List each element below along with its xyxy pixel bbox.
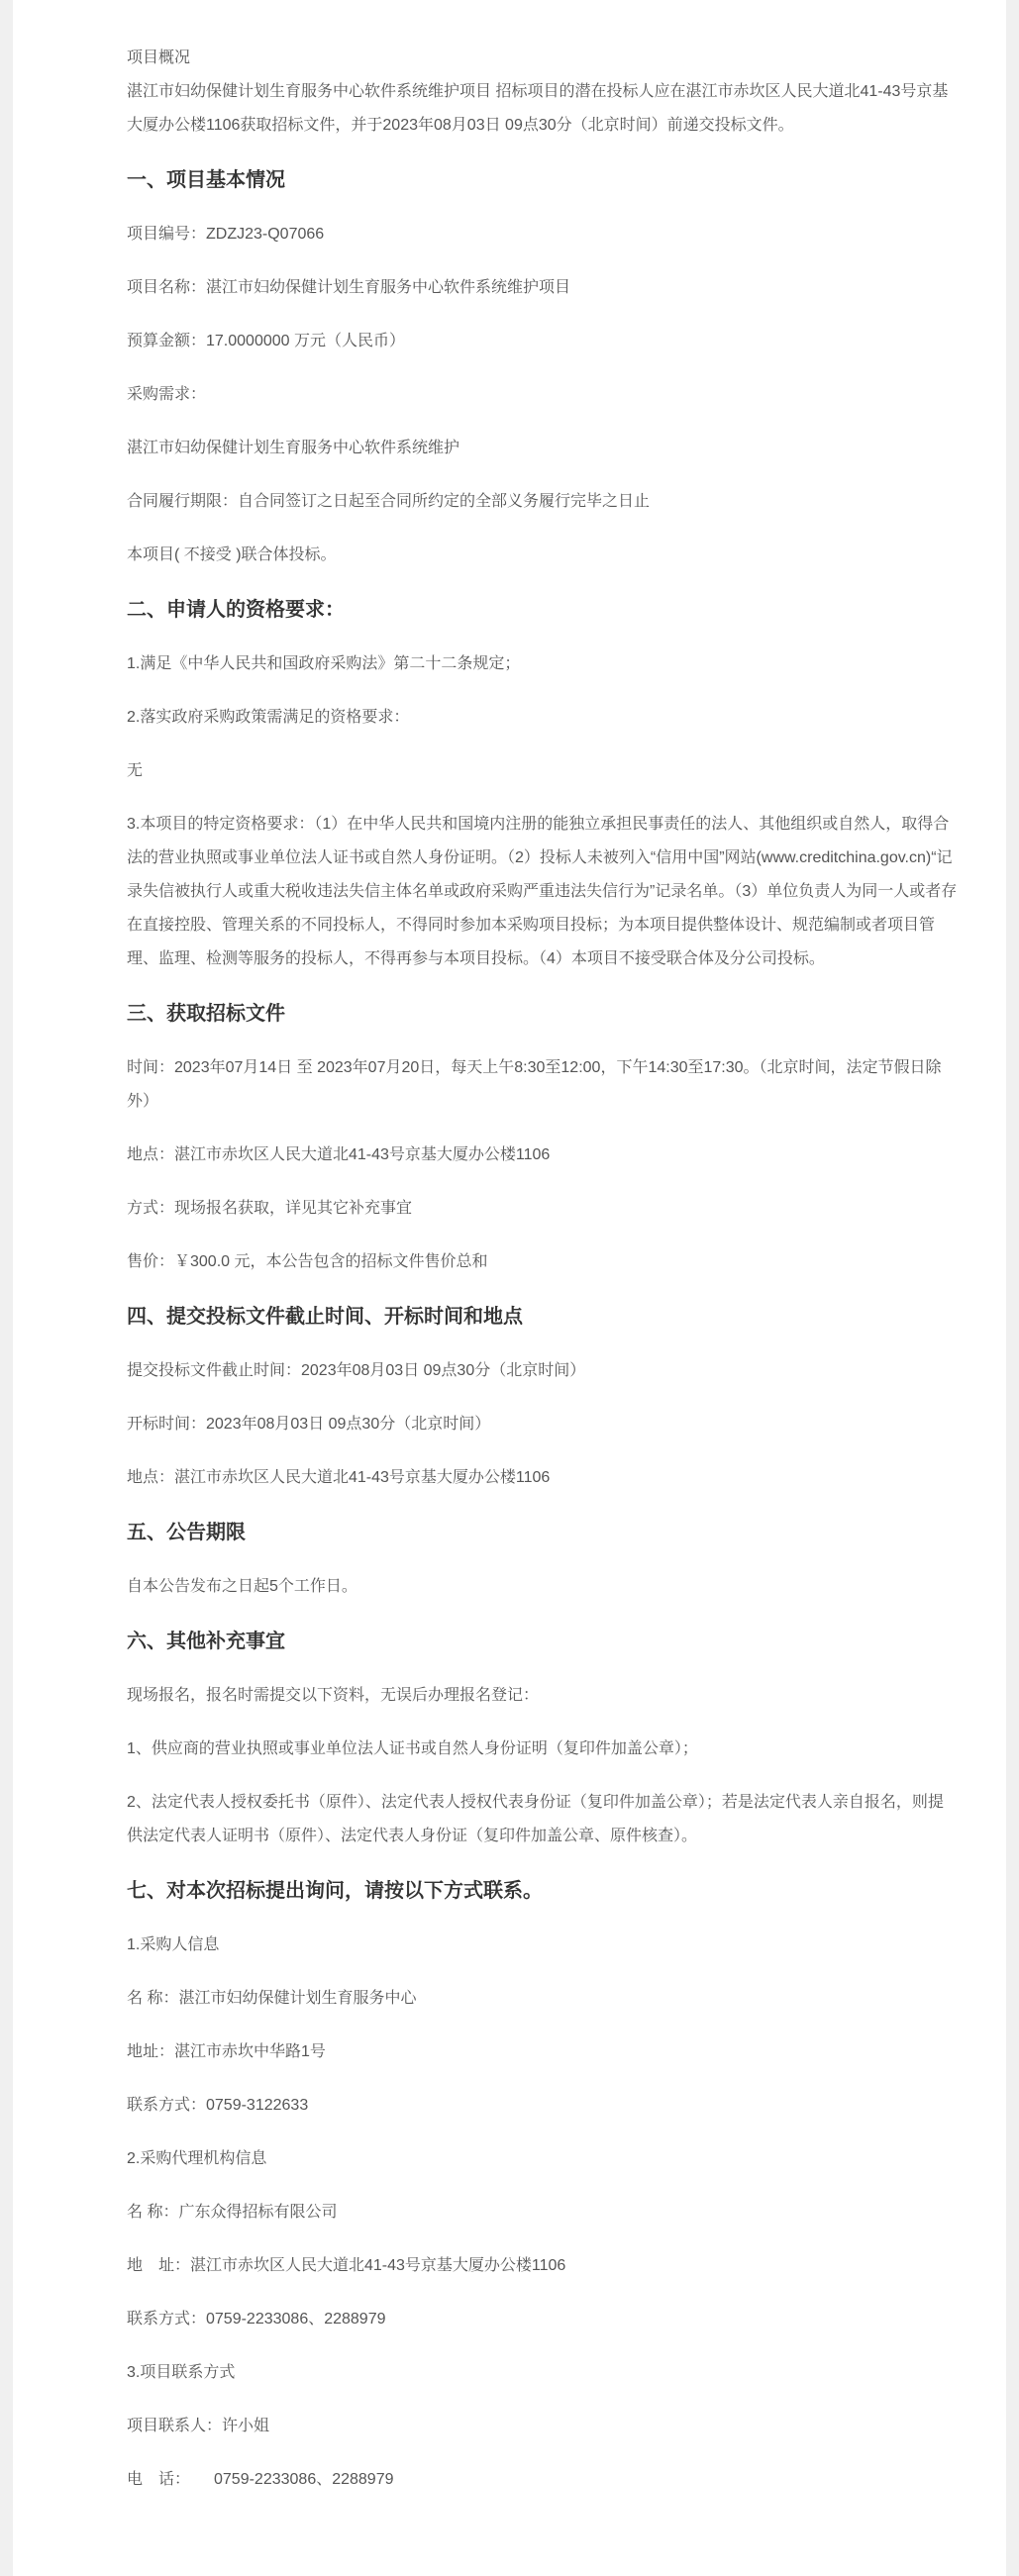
supplementary-item-2: 2、法定代表人授权委托书（原件）、法定代表人授权代表身份证（复印件加盖公章）；若是法定代表人亲自报名，则提供法定代表人证明书（原件）、法定代表人身份证（复印件加盖公章、原件核查）。: [127, 1794, 944, 1844]
contract-term: 合同履行期限：自合同签订之日起至合同所约定的全部义务履行完毕之日止: [127, 493, 651, 510]
announcement-content: [13, 0, 1006, 2576]
overview-text: 湛江市妇幼保健计划生育服务中心软件系统维护项目 招标项目的潜在投标人应在湛江市赤坎区人民大道北41-43号京基大厦办公楼1106获取招标文件，并于2023年08月03日 09点30分（北京时间）前递交投标文件。: [127, 83, 949, 134]
agency-phone: 联系方式：0759-2233086、2288979: [127, 2311, 386, 2328]
project-contact-label: 3.项目联系方式: [127, 2364, 236, 2381]
agency-address: 地 址：湛江市赤坎区人民大道北41-43号京基大厦办公楼1106: [127, 2257, 566, 2274]
project-contact-person: 项目联系人：许小姐: [127, 2418, 270, 2434]
announcement-period: 自本公告发布之日起5个工作日。: [127, 1578, 357, 1595]
qualification-item-3: 3.本项目的特定资格要求：（1）在中华人民共和国境内注册的能独立承担民事责任的法人、其他组织或自然人，取得合法的营业执照或事业单位法人证书或自然人身份证明。（2）投标人未被列入“信用中国”网站(www.creditchina.gov.cn)“记录失信被执行人或重大税收违法失信主体名单或政府采购严重违法失信行为”记录名单。（3）单位负责人为同一人或者存在直接控股、管理关系的不同投标人，不得同时参加本采购项目投标；为本项目提供整体设计、规范编制或者项目管理、监理、检测等服务的投标人，不得再参与本项目投标。（4）本项目不接受联合体及分公司投标。: [127, 816, 958, 967]
qualification-item-1: 1.满足《中华人民共和国政府采购法》第二十二条规定；: [127, 655, 521, 672]
consortium-bid-note: 本项目( 不接受 )联合体投标。: [127, 546, 337, 563]
obtain-time: 时间：2023年07月14日 至 2023年07月20日，每天上午8:30至12:00，下午14:30至17:30。（北京时间，法定节假日除外）: [127, 1059, 942, 1110]
project-number: 项目编号：ZDZJ23-Q07066: [127, 226, 325, 243]
obtain-price: 售价：￥300.0 元，本公告包含的招标文件售价总和: [127, 1253, 488, 1270]
opening-location: 地点：湛江市赤坎区人民大道北41-43号京基大厦办公楼1106: [127, 1469, 551, 1486]
supplementary-intro: 现场报名，报名时需提交以下资料，无误后办理报名登记：: [127, 1687, 540, 1704]
qualification-item-2-value: 无: [127, 762, 144, 779]
purchaser-name: 名 称：湛江市妇幼保健计划生育服务中心: [127, 1990, 417, 2007]
section-heading-submission-opening: 四、提交投标文件截止时间、开标时间和地点: [127, 1306, 523, 1328]
procurement-demand-label: 采购需求：: [127, 386, 207, 403]
section-heading-basic-info: 一、项目基本情况: [127, 169, 285, 191]
purchaser-info-label: 1.采购人信息: [127, 1936, 220, 1953]
budget-amount: 预算金额：17.0000000 万元（人民币）: [127, 333, 405, 349]
section-heading-qualification: 二、申请人的资格要求：: [127, 599, 345, 621]
opening-time: 开标时间：2023年08月03日 09点30分（北京时间）: [127, 1416, 491, 1433]
qualification-item-2: 2.落实政府采购政策需满足的资格要求：: [127, 709, 410, 726]
overview-title: 项目概况: [127, 50, 191, 66]
project-name: 项目名称：湛江市妇幼保健计划生育服务中心软件系统维护项目: [127, 279, 571, 296]
agency-info-label: 2.采购代理机构信息: [127, 2150, 267, 2167]
obtain-method: 方式：现场报名获取，详见其它补充事宜: [127, 1200, 413, 1217]
project-contact-phone: 电 话： 0759-2233086、2288979: [127, 2471, 394, 2488]
supplementary-item-1: 1、供应商的营业执照或事业单位法人证书或自然人身份证明（复印件加盖公章）；: [127, 1740, 698, 1757]
obtain-location: 地点：湛江市赤坎区人民大道北41-43号京基大厦办公楼1106: [127, 1146, 551, 1163]
agency-name: 名 称：广东众得招标有限公司: [127, 2204, 338, 2221]
submission-deadline: 提交投标文件截止时间：2023年08月03日 09点30分（北京时间）: [127, 1362, 586, 1379]
purchaser-address: 地址：湛江市赤坎中华路1号: [127, 2043, 326, 2060]
section-heading-announcement-period: 五、公告期限: [127, 1522, 246, 1543]
purchaser-phone: 联系方式：0759-3122633: [127, 2097, 309, 2114]
section-heading-contact: 七、对本次招标提出询问，请按以下方式联系。: [127, 1880, 543, 1902]
section-heading-obtain-documents: 三、获取招标文件: [127, 1003, 285, 1025]
procurement-demand-value: 湛江市妇幼保健计划生育服务中心软件系统维护: [127, 440, 460, 456]
section-heading-supplementary: 六、其他补充事宜: [127, 1631, 285, 1652]
